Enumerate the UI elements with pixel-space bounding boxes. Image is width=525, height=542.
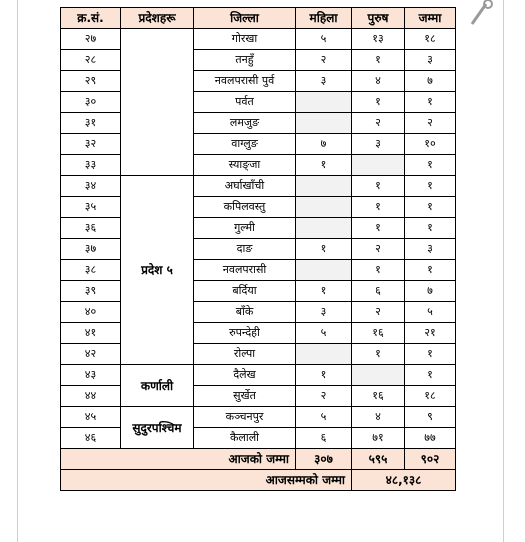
table-row <box>61 71 456 92</box>
total-cell: १ <box>405 197 456 218</box>
total-cell: १८ <box>405 386 456 407</box>
district-cell: गुल्मी <box>194 218 296 239</box>
female-cell: ५ <box>296 29 352 50</box>
total-cell: १० <box>405 134 456 155</box>
serial-cell: ४० <box>61 302 121 323</box>
province-cell-empty <box>121 29 194 176</box>
serial-cell: ३४ <box>61 176 121 197</box>
district-cell: तनहुँ <box>194 50 296 71</box>
male-cell: १ <box>352 344 405 365</box>
total-cell: ३ <box>405 239 456 260</box>
female-cell: ३ <box>296 302 352 323</box>
today-total-female: ३०७ <box>296 449 352 470</box>
district-cell: रोल्पा <box>194 344 296 365</box>
male-cell: ४ <box>352 71 405 92</box>
female-cell <box>296 92 352 113</box>
male-cell <box>352 155 405 176</box>
district-cell: गोरखा <box>194 29 296 50</box>
female-cell: ५ <box>296 323 352 344</box>
district-cell: बाँके <box>194 302 296 323</box>
serial-cell: ३९ <box>61 281 121 302</box>
female-cell <box>296 218 352 239</box>
page-edge-left <box>17 0 18 542</box>
total-cell: १ <box>405 218 456 239</box>
table-row <box>61 176 456 197</box>
male-cell: १ <box>352 218 405 239</box>
male-cell: २ <box>352 302 405 323</box>
total-cell: १ <box>405 92 456 113</box>
serial-cell: ३६ <box>61 218 121 239</box>
female-cell: ७ <box>296 134 352 155</box>
table-row <box>61 365 456 386</box>
female-cell <box>296 113 352 134</box>
district-cell: रुपन्देही <box>194 323 296 344</box>
male-cell: १६ <box>352 386 405 407</box>
male-cell: १३ <box>352 29 405 50</box>
female-cell: २ <box>296 386 352 407</box>
table-row <box>61 323 456 344</box>
serial-cell: ४६ <box>61 428 121 449</box>
district-cell: कैलाली <box>194 428 296 449</box>
female-cell <box>296 260 352 281</box>
female-cell: १ <box>296 365 352 386</box>
serial-cell: २७ <box>61 29 121 50</box>
male-cell: १ <box>352 176 405 197</box>
male-cell: २ <box>352 113 405 134</box>
table-row <box>61 344 456 365</box>
table-row <box>61 92 456 113</box>
today-total-label: आजको जम्मा <box>61 449 296 470</box>
male-cell: ३ <box>352 134 405 155</box>
female-cell <box>296 197 352 218</box>
serial-cell: ३५ <box>61 197 121 218</box>
total-cell: ९ <box>405 407 456 428</box>
page-edge-right <box>503 0 504 542</box>
table-header-row <box>61 8 456 29</box>
table-row <box>61 113 456 134</box>
district-cell: अर्घाखाँची <box>194 176 296 197</box>
female-cell <box>296 344 352 365</box>
header-province: प्रदेशहरू <box>121 8 194 29</box>
serial-cell: ३७ <box>61 239 121 260</box>
serial-cell: ४३ <box>61 365 121 386</box>
male-cell: ६ <box>352 281 405 302</box>
header-female: महिला <box>296 8 352 29</box>
male-cell: १६ <box>352 323 405 344</box>
district-cell: लमजुङ <box>194 113 296 134</box>
district-cell: बर्दिया <box>194 281 296 302</box>
male-cell: १ <box>352 197 405 218</box>
serial-cell: ३३ <box>61 155 121 176</box>
table-row <box>61 134 456 155</box>
province-label-p5: प्रदेश ५ <box>121 176 194 365</box>
table-row <box>61 29 456 50</box>
table-row <box>61 155 456 176</box>
total-cell: ५ <box>405 302 456 323</box>
table-row <box>61 239 456 260</box>
serial-cell: ३८ <box>61 260 121 281</box>
page-corner-mark-icon <box>466 0 494 26</box>
serial-cell: ४२ <box>61 344 121 365</box>
serial-cell: २९ <box>61 71 121 92</box>
table-row <box>61 260 456 281</box>
female-cell: ६ <box>296 428 352 449</box>
total-cell: १ <box>405 176 456 197</box>
district-cell: नवलपरासी पुर्व <box>194 71 296 92</box>
total-cell: २ <box>405 113 456 134</box>
table-row <box>61 302 456 323</box>
serial-cell: ४५ <box>61 407 121 428</box>
province-label-karnali: कर्णाली <box>121 365 194 407</box>
district-cell: वाग्लुङ <box>194 134 296 155</box>
total-cell: १ <box>405 344 456 365</box>
cumulative-total-value: ४८,१३८ <box>352 470 456 491</box>
serial-cell: ३० <box>61 92 121 113</box>
serial-cell: ४१ <box>61 323 121 344</box>
table-row <box>61 50 456 71</box>
male-cell: १ <box>352 260 405 281</box>
district-cell: कपिलवस्तु <box>194 197 296 218</box>
district-cell: दाङ <box>194 239 296 260</box>
district-cell: पर्वत <box>194 92 296 113</box>
table-row <box>61 407 456 428</box>
total-cell: ७ <box>405 71 456 92</box>
district-cell: स्याङ्जा <box>194 155 296 176</box>
cumulative-total-label: आजसम्मको जम्मा <box>61 470 352 491</box>
female-cell: ३ <box>296 71 352 92</box>
male-cell: ४ <box>352 407 405 428</box>
table-row <box>61 218 456 239</box>
female-cell: १ <box>296 239 352 260</box>
female-cell: ५ <box>296 407 352 428</box>
table-row <box>61 428 456 449</box>
serial-cell: ४४ <box>61 386 121 407</box>
header-male: पुरुष <box>352 8 405 29</box>
male-cell: २ <box>352 239 405 260</box>
serial-cell: २८ <box>61 50 121 71</box>
district-cases-table <box>60 7 456 491</box>
header-district: जिल्ला <box>194 8 296 29</box>
total-cell: १ <box>405 155 456 176</box>
male-cell: ७१ <box>352 428 405 449</box>
district-cell: कञ्चनपुर <box>194 407 296 428</box>
female-cell: १ <box>296 281 352 302</box>
total-cell: ७ <box>405 281 456 302</box>
female-cell <box>296 176 352 197</box>
district-cell: सुर्खेत <box>194 386 296 407</box>
total-cell: १ <box>405 260 456 281</box>
today-total-male: ५९५ <box>352 449 405 470</box>
serial-cell: ३२ <box>61 134 121 155</box>
today-total-row <box>61 449 456 470</box>
district-cell: नवलपरासी <box>194 260 296 281</box>
header-total: जम्मा <box>405 8 456 29</box>
district-cell: दैलेख <box>194 365 296 386</box>
province-label-sudurpaschim: सुदुरपश्चिम <box>121 407 194 449</box>
today-total-sum: ९०२ <box>405 449 456 470</box>
male-cell: १ <box>352 92 405 113</box>
cumulative-total-row <box>61 470 456 491</box>
header-serial: क्र.सं. <box>61 8 121 29</box>
table-row <box>61 281 456 302</box>
total-cell: ७७ <box>405 428 456 449</box>
female-cell: १ <box>296 155 352 176</box>
male-cell <box>352 365 405 386</box>
table-row <box>61 386 456 407</box>
total-cell: ३ <box>405 50 456 71</box>
male-cell: १ <box>352 50 405 71</box>
total-cell: १ <box>405 365 456 386</box>
total-cell: २१ <box>405 323 456 344</box>
female-cell: २ <box>296 50 352 71</box>
table-row <box>61 197 456 218</box>
serial-cell: ३१ <box>61 113 121 134</box>
total-cell: १८ <box>405 29 456 50</box>
